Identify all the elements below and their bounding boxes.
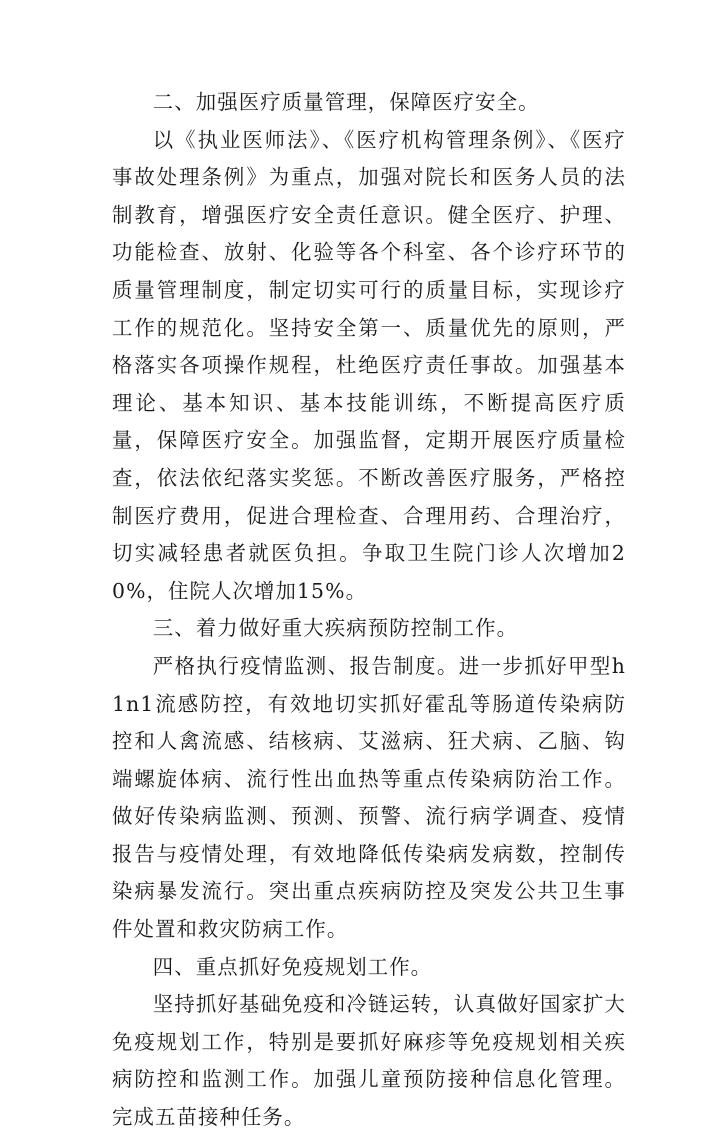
section-body-3: 严格执行疫情监测、报告制度。进一步抓好甲型h1n1流感防控，有效地切实抓好霍乱等肠道传染病防控和人禽流感、结核病、艾滋病、狂犬病、乙脑、钩端螺旋体病、流行性出血热等重点传染病防治工作。做好传染病监测、预测、预警、流行病学调查、疫情报告与疫情处理，有效地降低传染病发病数，控制传染病暴发流行。突出重点疾病防控及突发公共卫生事件处置和救灾防病工作。 [112,653,626,942]
section-heading-3: 三、着力做好重大疾病预防控制工作。 [152,616,519,641]
document-page [112,84,626,1137]
section-heading-4: 四、重点抓好免疫规划工作。 [152,954,433,979]
section-body-4: 坚持抓好基础免疫和冷链运转，认真做好国家扩大免疫规划工作，特别是要抓好麻疹等免疫规划相关疾病防控和监测工作。加强儿童预防接种信息化管理。完成五苗接种任务。 [112,992,626,1130]
section-heading-2: 二、加强医疗质量管理，保障医疗安全。 [152,90,540,114]
section-body-2: 以《执业医师法》、《医疗机构管理条例》、《医疗事故处理条例》为重点，加强对院长和医务人员的法制教育，增强医疗安全责任意识。健全医疗、护理、功能检查、放射、化验等各个科室、各个诊疗环节的质量管理制度，制定切实可行的质量目标，实现诊疗工作的规范化。坚持安全第一、质量优先的原则，严格落实各项操作规程，杜绝医疗责任事故。加强基本理论、基本知识、基本技能训练，不断提高医疗质量，保障医疗安全。加强监督，定期开展医疗质量检查，依法依纪落实奖惩。不断改善医疗服务，严格控制医疗费用，促进合理检查、合理用药、合理治疗，切实减轻患者就医负担。争取卫生院门诊人次增加20%，住院人次增加15%。 [112,127,626,603]
